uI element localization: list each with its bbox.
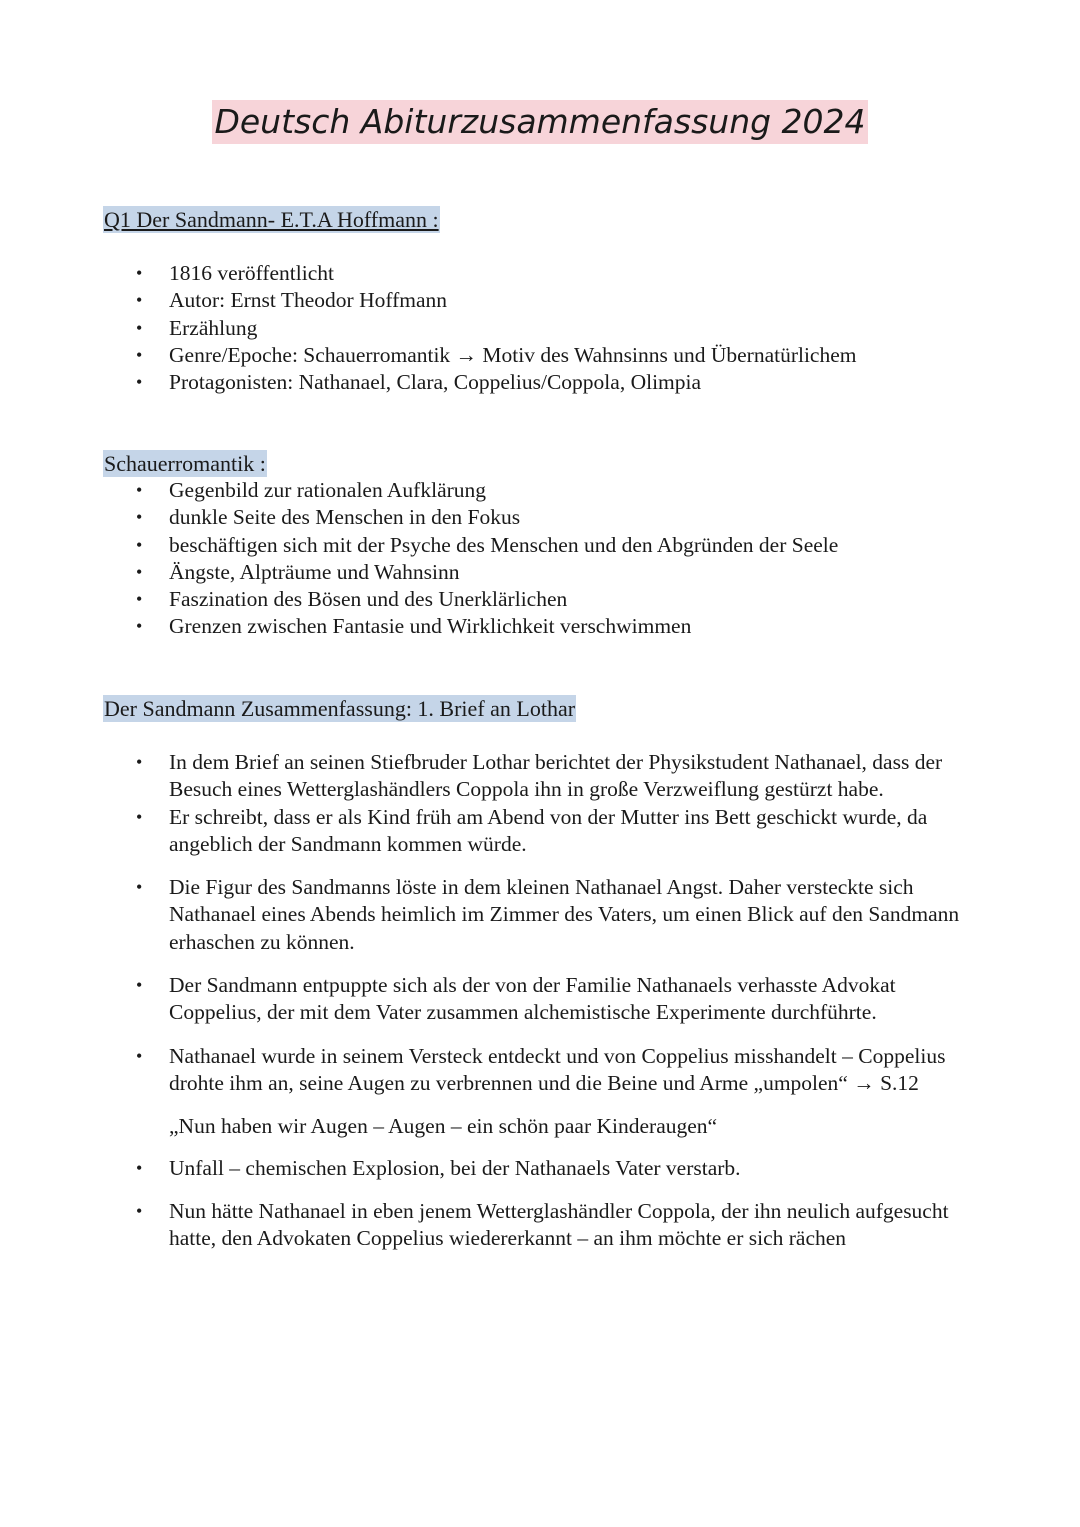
bullet-icon: • (136, 561, 143, 582)
document-title: Deutsch Abiturzusammenfassung 2024 (212, 100, 867, 144)
list-item: • In dem Brief an seinen Stiefbruder Lothar berichtet der Physikstudent Nathanael, dass der Besuch eines Wetterglashändlers Coppola ihn in große Verzweiflung gestürzt habe. (136, 750, 943, 802)
bullet-icon: • (136, 480, 143, 500)
bullet-icon: • (136, 975, 143, 996)
section-heading: Q1 Der Sandmann- E.T.A Hoffmann : (104, 207, 439, 232)
list-item: • Gegenbild zur rationalen Aufklärung (103, 477, 983, 504)
bullet-icon: • (136, 372, 143, 393)
bullet-list (103, 260, 983, 396)
list-item: • Protagonisten: Nathanael, Clara, Coppelius/Coppola, Olimpia (103, 369, 983, 396)
list-item: • Nun hätte Nathanael in eben jenem Wetterglashändler Coppola, der ihn neulich aufgesucht hatte, den Advokaten Coppelius wiedererkannt – an ihm möchte er sich rächen (136, 1198, 949, 1251)
bullet-list (103, 477, 983, 641)
list-item: • Die Figur des Sandmanns löste in dem kleinen Nathanael Angst. Daher versteckte sich Nathanael eines Abends heimlich im Zimmer des Vaters, um einen Blick auf den Sandmann erhaschen zu können. (136, 875, 960, 954)
list-item: • Grenzen zwischen Fantasie und Wirklichkeit verschwimmen (103, 613, 983, 640)
list-item: • Nathanael wurde in seinem Versteck entdeckt und von Coppelius misshandelt – Coppelius drohte ihm an, seine Augen zu verbrennen und die Beine und Arme „umpolen“ → S.12 (136, 1043, 946, 1095)
section-zusammenfassung (103, 695, 983, 1252)
list-item: • Erzählung (103, 315, 983, 342)
list-item: • Genre/Epoche: Schauerromantik → Motiv des Wahnsinns und Übernatürlichem (103, 342, 983, 369)
list-item: • Unfall – chemischen Explosion, bei der Nathanaels Vater verstarb. (103, 1155, 983, 1182)
list-item: • Ängste, Alpträume und Wahnsinn (103, 559, 983, 586)
list-item: • Der Sandmann entpuppte sich als der von der Familie Nathanaels verhasste Advokat Coppelius, der mit dem Vater zusammen alchemistische Experimente durchführte. (136, 973, 896, 1025)
list-item: • Faszination des Bösen und des Unerklärlichen (103, 586, 983, 613)
bullet-icon: • (136, 877, 143, 898)
list-item: • dunkle Seite des Menschen in den Fokus (103, 504, 983, 531)
bullet-icon: • (136, 806, 143, 827)
section-schauerromantik (103, 450, 983, 641)
bullet-icon: • (136, 616, 143, 637)
list-item: • 1816 veröffentlicht (103, 260, 983, 287)
bullet-list (103, 749, 983, 1097)
bullet-list (103, 1155, 983, 1253)
bullet-icon: • (136, 290, 143, 311)
title-block (0, 100, 1080, 144)
section-sandmann-facts (103, 206, 983, 396)
bullet-icon: • (136, 344, 143, 365)
bullet-icon: • (136, 317, 143, 338)
bullet-icon: • (136, 1157, 143, 1178)
list-item: • beschäftigen sich mit der Psyche des Menschen und den Abgründen der Seele (103, 532, 983, 559)
bullet-icon: • (136, 752, 143, 772)
list-item: • Autor: Ernst Theodor Hoffmann (103, 287, 983, 314)
bullet-icon: • (136, 263, 143, 283)
bullet-icon: • (136, 1045, 143, 1066)
list-item: • Er schreibt, dass er als Kind früh am Abend von der Mutter ins Bett geschickt wurde, da angeblich der Sandmann kommen würde. (136, 804, 928, 856)
bullet-icon: • (136, 589, 143, 610)
bullet-icon: • (136, 1200, 143, 1221)
section-heading: Schauerromantik : (104, 451, 266, 476)
bullet-icon: • (136, 507, 143, 528)
section-heading: Der Sandmann Zusammenfassung: 1. Brief an Lothar (104, 696, 576, 721)
quote-text: „Nun haben wir Augen – Augen – ein schön paar Kinderaugen“ (169, 1114, 718, 1139)
bullet-icon: • (136, 534, 143, 555)
